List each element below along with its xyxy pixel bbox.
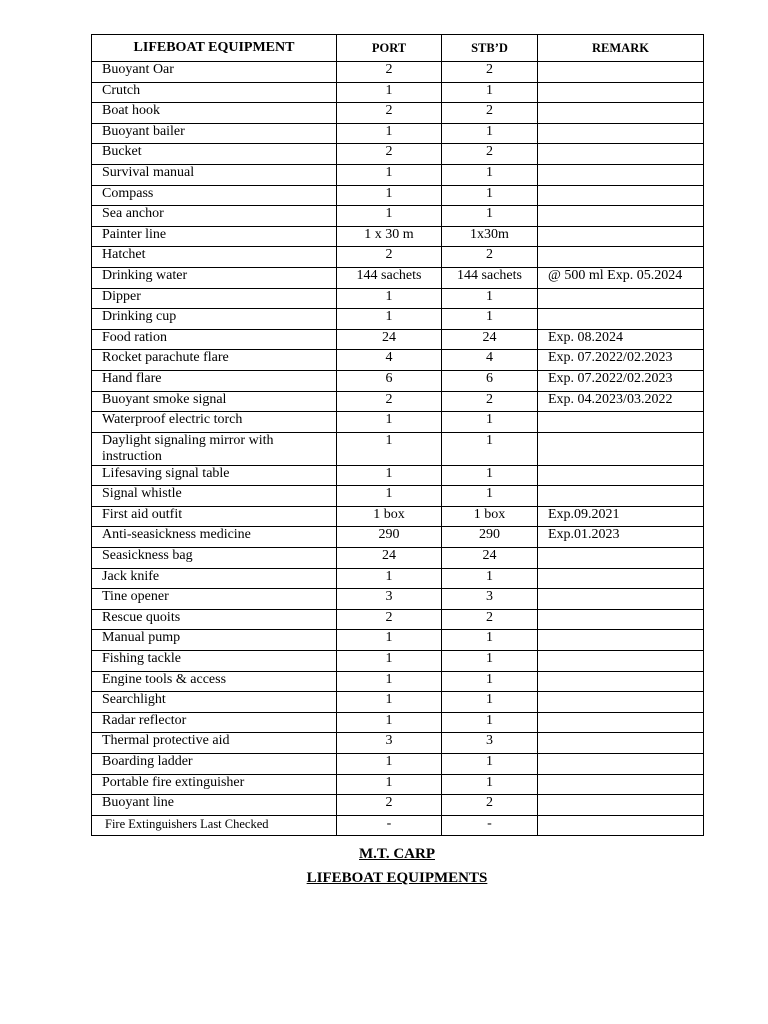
stbd-cell: 1 (442, 432, 538, 465)
stbd-cell: 290 (442, 527, 538, 548)
table-row (92, 370, 704, 391)
port-cell: 1 (337, 774, 442, 795)
item-cell: Hand flare (92, 370, 337, 391)
item-cell: Survival manual (92, 164, 337, 185)
item-cell: Crutch (92, 82, 337, 103)
remark-cell (538, 103, 704, 124)
ship-name: M.T. CARP (359, 846, 435, 862)
table-row (92, 62, 704, 83)
stbd-cell: 1 (442, 712, 538, 733)
table-row (92, 206, 704, 227)
port-cell: 3 (337, 589, 442, 610)
remark-cell: Exp. 08.2024 (538, 329, 704, 350)
stbd-cell: 1 (442, 692, 538, 713)
table-row (92, 391, 704, 412)
table-row (92, 486, 704, 507)
port-cell: 2 (337, 62, 442, 83)
remark-cell: Exp.01.2023 (538, 527, 704, 548)
port-cell: 1 (337, 185, 442, 206)
header-row (92, 35, 704, 62)
port-cell: 1 (337, 651, 442, 672)
table-row (92, 630, 704, 651)
table-row (92, 164, 704, 185)
stbd-cell: 2 (442, 62, 538, 83)
table-row (92, 589, 704, 610)
port-cell: 1 (337, 82, 442, 103)
stbd-cell: 2 (442, 144, 538, 165)
table-row (92, 815, 704, 836)
remark-cell: Exp. 07.2022/02.2023 (538, 350, 704, 371)
remark-cell: Exp. 04.2023/03.2022 (538, 391, 704, 412)
port-cell: 24 (337, 548, 442, 569)
stbd-cell: 2 (442, 795, 538, 816)
stbd-cell: 1 (442, 568, 538, 589)
item-cell: Boat hook (92, 103, 337, 124)
stbd-cell: 1 (442, 123, 538, 144)
table-row (92, 651, 704, 672)
stbd-cell: 2 (442, 247, 538, 268)
port-cell: 3 (337, 733, 442, 754)
item-cell: Food ration (92, 329, 337, 350)
stbd-cell: 1 (442, 774, 538, 795)
stbd-cell: 1 (442, 412, 538, 433)
remark-cell (538, 754, 704, 775)
stbd-cell: 6 (442, 370, 538, 391)
port-cell: 2 (337, 795, 442, 816)
table-row (92, 506, 704, 527)
stbd-cell: - (442, 815, 538, 836)
port-cell: 2 (337, 144, 442, 165)
port-cell: 1 (337, 432, 442, 465)
remark-cell (538, 465, 704, 486)
port-cell: 1 (337, 309, 442, 330)
table-row (92, 795, 704, 816)
port-cell: 1 (337, 412, 442, 433)
stbd-cell: 1 (442, 671, 538, 692)
port-cell: 1 (337, 465, 442, 486)
remark-cell: @ 500 ml Exp. 05.2024 (538, 267, 704, 288)
table-row (92, 350, 704, 371)
item-cell: Buoyant bailer (92, 123, 337, 144)
remark-cell (538, 206, 704, 227)
table-body (92, 62, 704, 836)
remark-cell: Exp. 07.2022/02.2023 (538, 370, 704, 391)
remark-cell (538, 651, 704, 672)
header-item: LIFEBOAT EQUIPMENT (92, 35, 337, 62)
port-cell: 6 (337, 370, 442, 391)
remark-cell (538, 164, 704, 185)
header-port: PORT (337, 35, 442, 62)
equipment-sheet (91, 34, 703, 836)
port-cell: 1 (337, 206, 442, 227)
remark-cell (538, 589, 704, 610)
stbd-cell: 1 (442, 288, 538, 309)
remark-cell (538, 733, 704, 754)
item-cell: Dipper (92, 288, 337, 309)
equipment-table (91, 34, 704, 836)
item-cell: Seasickness bag (92, 548, 337, 569)
table-row (92, 103, 704, 124)
item-cell: Drinking water (92, 267, 337, 288)
item-cell: Fishing tackle (92, 651, 337, 672)
port-cell: 4 (337, 350, 442, 371)
item-cell: Manual pump (92, 630, 337, 651)
item-cell: Engine tools & access (92, 671, 337, 692)
item-cell: Signal whistle (92, 486, 337, 507)
remark-cell (538, 288, 704, 309)
item-cell: Rescue quoits (92, 609, 337, 630)
table-row (92, 329, 704, 350)
stbd-cell: 1 box (442, 506, 538, 527)
table-row (92, 692, 704, 713)
stbd-cell: 3 (442, 589, 538, 610)
remark-cell (538, 774, 704, 795)
item-cell: Buoyant smoke signal (92, 391, 337, 412)
stbd-cell: 3 (442, 733, 538, 754)
port-cell: 144 sachets (337, 267, 442, 288)
port-cell: 1 (337, 164, 442, 185)
port-cell: 1 (337, 486, 442, 507)
stbd-cell: 1 (442, 82, 538, 103)
header-stbd: STB’D (442, 35, 538, 62)
table-row (92, 465, 704, 486)
item-cell: Daylight signaling mirror with instruction (92, 432, 337, 465)
remark-cell (538, 309, 704, 330)
stbd-cell: 24 (442, 329, 538, 350)
table-row (92, 568, 704, 589)
table-row (92, 754, 704, 775)
stbd-cell: 1 (442, 486, 538, 507)
port-cell: 1 (337, 630, 442, 651)
table-row (92, 733, 704, 754)
document-title: LIFEBOAT EQUIPMENTS (306, 870, 488, 886)
port-cell: 290 (337, 527, 442, 548)
item-cell: Boarding ladder (92, 754, 337, 775)
header-remark: REMARK (538, 35, 704, 62)
remark-cell (538, 412, 704, 433)
remark-cell (538, 123, 704, 144)
remark-cell (538, 609, 704, 630)
item-cell: Buoyant Oar (92, 62, 337, 83)
stbd-cell: 4 (442, 350, 538, 371)
port-cell: 2 (337, 247, 442, 268)
table-row (92, 432, 704, 465)
remark-cell (538, 712, 704, 733)
port-cell: 1 (337, 671, 442, 692)
item-cell: Jack knife (92, 568, 337, 589)
remark-cell (538, 486, 704, 507)
port-cell: 1 box (337, 506, 442, 527)
stbd-cell: 1 (442, 206, 538, 227)
item-cell: First aid outfit (92, 506, 337, 527)
table-row (92, 288, 704, 309)
table-row (92, 548, 704, 569)
item-cell: Painter line (92, 226, 337, 247)
port-cell: 2 (337, 391, 442, 412)
remark-cell (538, 144, 704, 165)
table-header (92, 35, 704, 62)
port-cell: 2 (337, 609, 442, 630)
port-cell: 1 (337, 692, 442, 713)
remark-cell (538, 62, 704, 83)
table-row (92, 609, 704, 630)
port-cell: 1 (337, 568, 442, 589)
table-row (92, 226, 704, 247)
item-cell: Anti-seasickness medicine (92, 527, 337, 548)
remark-cell (538, 692, 704, 713)
item-cell: Buoyant line (92, 795, 337, 816)
remark-cell (538, 568, 704, 589)
table-row (92, 774, 704, 795)
remark-cell: Exp.09.2021 (538, 506, 704, 527)
remark-cell (538, 630, 704, 651)
table-row (92, 671, 704, 692)
port-cell: 2 (337, 103, 442, 124)
stbd-cell: 2 (442, 609, 538, 630)
stbd-cell: 144 sachets (442, 267, 538, 288)
remark-cell (538, 548, 704, 569)
table-row (92, 309, 704, 330)
table-row (92, 247, 704, 268)
remark-cell (538, 226, 704, 247)
stbd-cell: 1 (442, 630, 538, 651)
table-row (92, 527, 704, 548)
port-cell: 1 x 30 m (337, 226, 442, 247)
stbd-cell: 1 (442, 651, 538, 672)
stbd-cell: 1 (442, 185, 538, 206)
item-cell: Portable fire extinguisher (92, 774, 337, 795)
table-row (92, 123, 704, 144)
port-cell: 24 (337, 329, 442, 350)
remark-cell (538, 795, 704, 816)
remark-cell (538, 82, 704, 103)
stbd-cell: 1 (442, 164, 538, 185)
stbd-cell: 2 (442, 391, 538, 412)
stbd-cell: 1 (442, 309, 538, 330)
table-row (92, 144, 704, 165)
port-cell: 1 (337, 288, 442, 309)
stbd-cell: 1x30m (442, 226, 538, 247)
stbd-cell: 2 (442, 103, 538, 124)
port-cell: 1 (337, 754, 442, 775)
stbd-cell: 24 (442, 548, 538, 569)
item-cell: Radar reflector (92, 712, 337, 733)
stbd-cell: 1 (442, 465, 538, 486)
table-row (92, 185, 704, 206)
item-cell: Waterproof electric torch (92, 412, 337, 433)
remark-cell (538, 671, 704, 692)
port-cell: 1 (337, 712, 442, 733)
table-row (92, 412, 704, 433)
item-cell: Sea anchor (92, 206, 337, 227)
remark-cell (538, 815, 704, 836)
remark-cell (538, 247, 704, 268)
item-cell: Searchlight (92, 692, 337, 713)
item-cell: Thermal protective aid (92, 733, 337, 754)
port-cell: 1 (337, 123, 442, 144)
item-cell: Hatchet (92, 247, 337, 268)
remark-cell (538, 185, 704, 206)
item-cell: Bucket (92, 144, 337, 165)
table-row (92, 267, 704, 288)
table-row (92, 82, 704, 103)
item-cell: Fire Extinguishers Last Checked (92, 815, 337, 836)
stbd-cell: 1 (442, 754, 538, 775)
remark-cell (538, 432, 704, 465)
table-row (92, 712, 704, 733)
item-cell: Tine opener (92, 589, 337, 610)
item-cell: Lifesaving signal table (92, 465, 337, 486)
item-cell: Compass (92, 185, 337, 206)
port-cell: - (337, 815, 442, 836)
item-cell: Drinking cup (92, 309, 337, 330)
item-cell: Rocket parachute flare (92, 350, 337, 371)
